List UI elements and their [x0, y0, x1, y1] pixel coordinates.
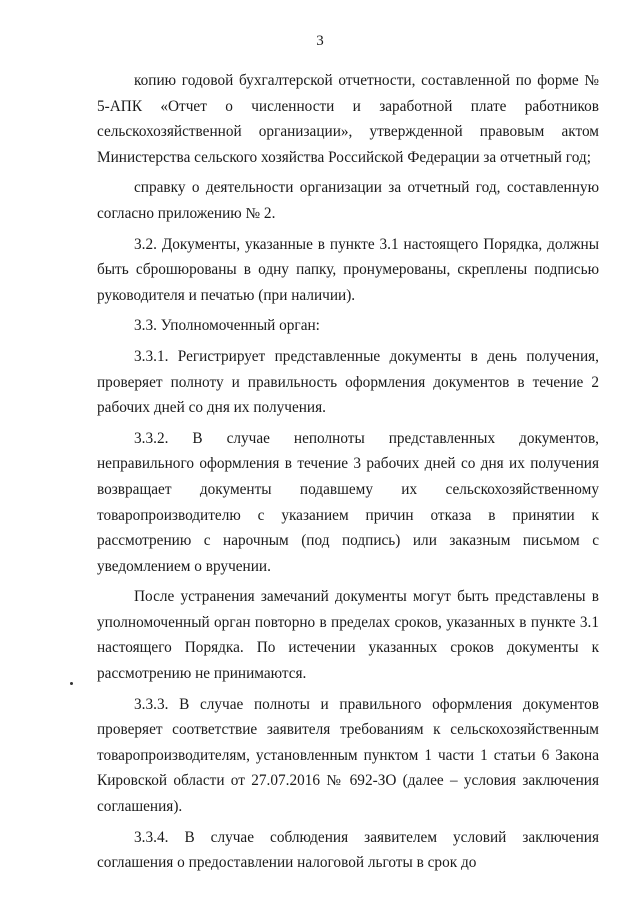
- paragraph-3-3-4: 3.3.4. В случае соблюдения заявителем условий заключения соглашения о предоставлении налоговой льготы в срок до: [97, 828, 599, 872]
- paragraph-3-3-2: 3.3.2. В случае неполноты представленных документов, неправильного оформления в течение 3 рабочих дней со дня их получения возвращает документы подавшему их сельскохозяйственному товаропроизводителю с указанием причин отказа в принятии к рассмотрению с нарочным (под подпись) или заказным письмом с уведомлением о вручении.: [97, 429, 599, 575]
- paragraph-annual-report-copy: копию годовой бухгалтерской отчетности, составленной по форме № 5-АПК «Отчет о численности и заработной плате работников сельскохозяйственной организации», утвержденной правовым актом Министерства сельского хозяйства Российской Федерации за отчетный год;: [97, 72, 599, 166]
- paragraph-3-2: 3.2. Документы, указанные в пункте 3.1 настоящего Порядка, должны быть сброшюрованы в одну папку, пронумерованы, скреплены подписью руководителя и печатью (при наличии).: [97, 235, 599, 304]
- paragraph-3-3: 3.3. Уполномоченный орган:: [134, 317, 320, 335]
- paragraph-3-3-3: 3.3.3. В случае полноты и правильного оформления документов проверяет соответствие заявителя требованиям к сельскохозяйственным товаропроизводителям, установленным пунктом 1 части 1 статьи 6 Закона Кировской области от 27.07.2016 № 692-ЗО (далее – условия заключения соглашения).: [97, 695, 599, 816]
- document-body: [97, 68, 599, 876]
- page-number: 3: [316, 33, 324, 49]
- scan-speck: [70, 682, 73, 685]
- paragraph-3-3-1: 3.3.1. Регистрирует представленные документы в день получения, проверяет полноту и правильность оформления документов в течение 2 рабочих дней со дня их получения.: [97, 347, 599, 417]
- paragraph-after-correction: После устранения замечаний документы могут быть представлены в уполномоченный орган повторно в пределах сроков, указанных в пункте 3.1 настоящего Порядка. По истечении указанных сроков документы к рассмотрению не принимаются.: [97, 588, 599, 683]
- paragraph-activity-certificate: справку о деятельности организации за отчетный год, составленную согласно приложению № 2.: [97, 179, 599, 222]
